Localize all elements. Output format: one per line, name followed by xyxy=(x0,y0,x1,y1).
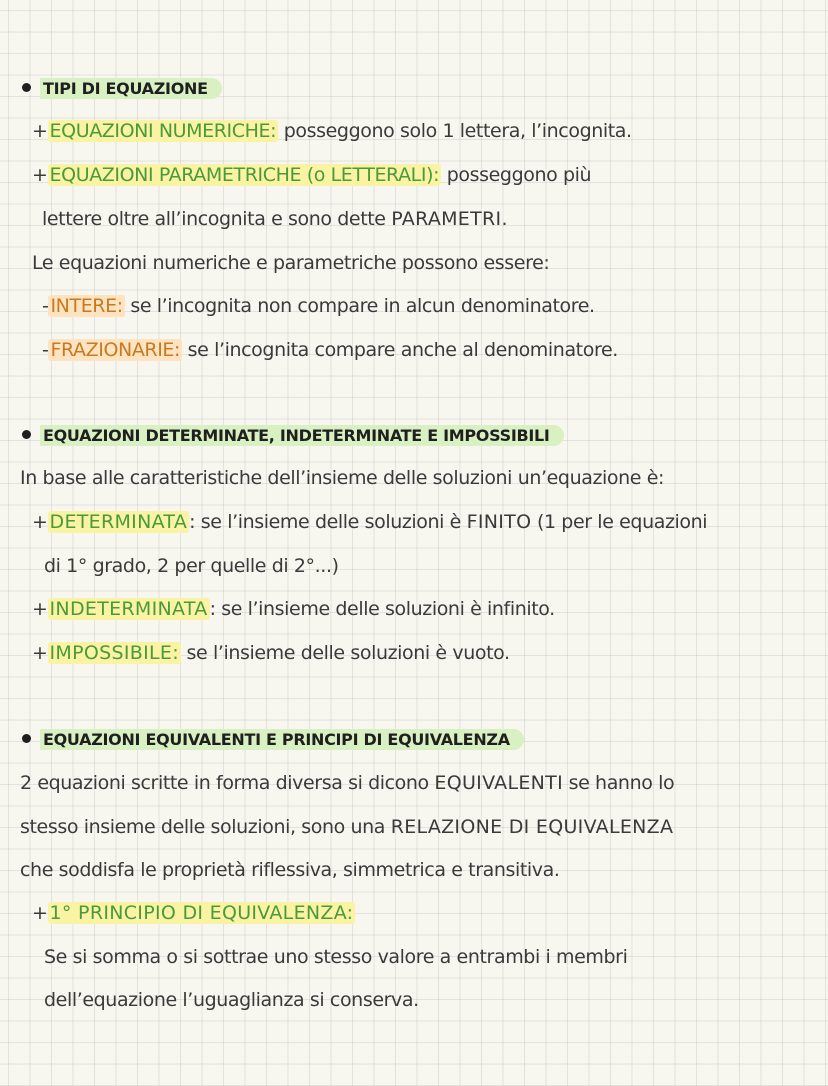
prefix: - xyxy=(42,295,49,317)
desc: se l’incognita non compare in alcun denominatore. xyxy=(124,295,595,317)
para-line-1 xyxy=(20,770,674,796)
heading-text: EQUAZIONI EQUIVALENTI E PRINCIPI DI EQUIVALENZA xyxy=(40,729,524,750)
para-line-3: che soddisfa le proprietà riflessiva, simmetrica e transitiva. xyxy=(20,859,560,881)
term: FRAZIONARIE: xyxy=(50,339,181,361)
desc: (1 per le equazioni xyxy=(531,511,708,533)
bullet-dot-icon xyxy=(22,83,31,92)
item-impossibile xyxy=(32,640,510,666)
text: 2 equazioni scritte in forma diversa si dicono xyxy=(20,772,435,794)
intro-text: Le equazioni numeriche e parametriche possono essere: xyxy=(32,252,550,274)
para-line-2 xyxy=(20,814,673,840)
item-determinata xyxy=(32,509,707,535)
desc: se l’incognita compare anche al denominatore. xyxy=(182,339,618,361)
desc: : se l’insieme delle soluzioni è xyxy=(189,511,467,533)
text: . xyxy=(501,208,508,230)
prefix: + xyxy=(32,511,48,533)
item-determinata-cont: di 1° grado, 2 per quelle di 2°...) xyxy=(44,555,339,577)
item-parametric xyxy=(32,162,591,188)
keyword: FINITO xyxy=(466,511,532,533)
item-frazionarie xyxy=(42,337,618,363)
term: INDETERMINATA xyxy=(49,598,208,620)
keyword: RELAZIONE DI EQUIVALENZA xyxy=(390,816,674,838)
prefix: + xyxy=(32,902,48,924)
desc: posseggono più xyxy=(441,164,592,186)
desc: se l’insieme delle soluzioni è vuoto. xyxy=(180,642,510,664)
text: lettere oltre all’incognita e sono dette xyxy=(42,208,392,230)
desc: : se l’insieme delle soluzioni è infinito. xyxy=(209,598,555,620)
term: DETERMINATA xyxy=(49,511,188,533)
bullet-dot-icon xyxy=(22,430,31,439)
term: IMPOSSIBILE: xyxy=(49,642,179,664)
text: se hanno lo xyxy=(562,772,675,794)
item-intere xyxy=(42,293,595,319)
item-numeric xyxy=(32,118,632,144)
text: stesso insieme delle soluzioni, sono una xyxy=(20,816,391,838)
item-indeterminata xyxy=(32,596,555,622)
keyword: EQUIVALENTI xyxy=(434,772,563,794)
term: INTERE: xyxy=(50,295,123,317)
item-parametric-cont xyxy=(42,206,507,232)
section-heading-equivalenti xyxy=(22,728,524,752)
prefix: + xyxy=(32,120,48,142)
prefix: + xyxy=(32,642,48,664)
prefix: + xyxy=(32,598,48,620)
desc: posseggono solo 1 lettera, l’incognita. xyxy=(278,120,632,142)
term: 1° PRINCIPIO DI EQUIVALENZA: xyxy=(49,902,354,924)
heading-text: EQUAZIONI DETERMINATE, INDETERMINATE E IMPOSSIBILI xyxy=(40,425,564,446)
term: EQUAZIONI NUMERICHE: xyxy=(49,120,277,142)
bullet-dot-icon xyxy=(22,734,31,743)
section-heading-tipi xyxy=(22,77,222,101)
prefix: + xyxy=(32,164,48,186)
keyword: PARAMETRI xyxy=(391,208,502,230)
item-principle-1 xyxy=(32,900,355,926)
heading-text: TIPI DI EQUAZIONE xyxy=(40,78,222,99)
principle-text-2: dell’equazione l’uguaglianza si conserva. xyxy=(44,989,419,1011)
section-heading-determinate xyxy=(22,424,564,448)
term: EQUAZIONI PARAMETRICHE (o LETTERALI): xyxy=(49,164,440,186)
intro-text: In base alle caratteristiche dell’insieme delle soluzioni un’equazione è: xyxy=(20,467,665,489)
principle-text-1: Se si somma o si sottrae uno stesso valore a entrambi i membri xyxy=(44,946,628,968)
prefix: - xyxy=(42,339,49,361)
